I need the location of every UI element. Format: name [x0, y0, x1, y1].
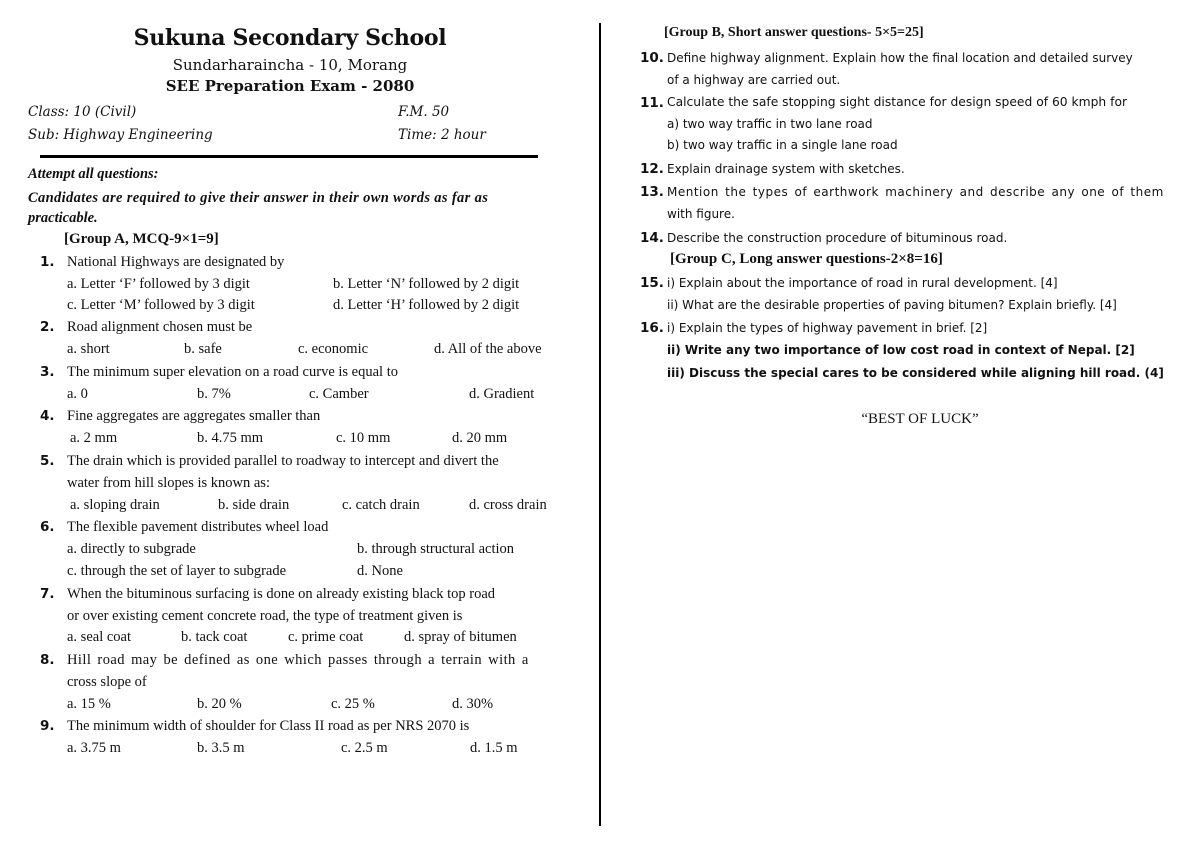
instruction-attempt: Attempt all questions:: [28, 166, 159, 182]
option-a: a. 0: [67, 386, 88, 402]
option-b: b. safe: [184, 341, 222, 357]
option-c: c. Letter ‘M’ followed by 3 digit: [67, 297, 255, 313]
option-d: d. cross drain: [469, 497, 547, 513]
option-d: d. None: [357, 563, 403, 579]
header-rule: [40, 155, 538, 158]
option-b: b. Letter ‘N’ followed by 2 digit: [333, 276, 520, 292]
group-a-title: [Group A, MCQ-9×1=9]: [64, 231, 219, 247]
option-b: b. side drain: [218, 497, 290, 513]
question-text: Hill road may be defined as one which passes through a terrain with a: [67, 652, 529, 668]
question-number: 2.: [40, 319, 55, 335]
option-a: a. Letter ‘F’ followed by 3 digit: [67, 276, 250, 292]
full-marks: F.M. 50: [398, 104, 450, 120]
question-text: The minimum width of shoulder for Class II road as per NRS 2070 is: [67, 718, 470, 734]
option-b: b. 7%: [197, 386, 231, 402]
option-c: c. catch drain: [342, 497, 420, 513]
question-number: 16.: [640, 320, 664, 336]
option-d: d. spray of bitumen: [404, 629, 517, 645]
option-b: b. 3.5 m: [197, 740, 245, 756]
time-label: Time: 2 hour: [398, 127, 486, 143]
question-number: 6.: [40, 519, 55, 535]
question-number: 7.: [40, 586, 55, 602]
question-text: The minimum super elevation on a road curve is equal to: [67, 364, 398, 380]
question-subpart-ii: ii) What are the desirable properties of paving bitumen? Explain briefly. [4]: [667, 298, 1117, 312]
question-text: The drain which is provided parallel to roadway to intercept and divert the: [67, 453, 499, 469]
option-d: d. All of the above: [434, 341, 542, 357]
option-d: d. 20 mm: [452, 430, 508, 446]
exam-title: SEE Preparation Exam - 2080: [165, 77, 415, 95]
question-text: Calculate the safe stopping sight distance for design speed of 60 kmph for: [667, 95, 1128, 109]
question-subpart-i: i) Explain about the importance of road in rural development. [4]: [667, 276, 1058, 290]
question-number: 9.: [40, 718, 55, 734]
closing-message: “BEST OF LUCK”: [861, 411, 979, 427]
option-d: d. Letter ‘H’ followed by 2 digit: [333, 297, 520, 313]
question-number: 1.: [40, 254, 55, 270]
option-a: a. sloping drain: [70, 497, 160, 513]
question-text: When the bituminous surfacing is done on already existing black top road: [67, 586, 496, 602]
question-number: 10.: [640, 50, 664, 66]
question-text: National Highways are designated by: [67, 254, 285, 270]
question-number: 11.: [640, 95, 664, 111]
question-text: Fine aggregates are aggregates smaller than: [67, 408, 321, 424]
question-text: Road alignment chosen must be: [67, 319, 253, 335]
option-c: c. 2.5 m: [341, 740, 388, 756]
question-text-cont: water from hill slopes is known as:: [67, 475, 270, 491]
question-number: 8.: [40, 652, 55, 668]
question-text: Explain drainage system with sketches.: [667, 162, 905, 176]
option-b: b. 4.75 mm: [197, 430, 264, 446]
question-text: Mention the types of earthwork machinery and describe any one of them: [667, 185, 1164, 199]
question-text: Define highway alignment. Explain how the final location and detailed survey: [667, 51, 1133, 65]
question-text: Describe the construction procedure of bituminous road.: [667, 231, 1008, 245]
instruction-candidates: Candidates are required to give their answer in their own words as far as: [28, 190, 489, 206]
question-subpart-i: i) Explain the types of highway pavement in brief. [2]: [667, 321, 988, 335]
option-d: d. Gradient: [469, 386, 535, 402]
option-c: c. Camber: [309, 386, 369, 402]
question-number: 14.: [640, 230, 664, 246]
option-a: a. short: [67, 341, 110, 357]
question-text-cont: with figure.: [667, 207, 735, 221]
subject-label: Sub: Highway Engineering: [28, 127, 213, 143]
question-number: 15.: [640, 275, 664, 291]
question-subpart-b: b) two way traffic in a single lane road: [667, 138, 898, 152]
column-divider: [599, 23, 601, 826]
question-text-cont: or over existing cement concrete road, the type of treatment given is: [67, 608, 463, 624]
option-a: a. directly to subgrade: [67, 541, 196, 557]
option-c: c. economic: [298, 341, 369, 357]
question-number: 13.: [640, 184, 664, 200]
group-b-title: [Group B, Short answer questions- 5×5=25]: [664, 25, 924, 40]
question-text-cont: of a highway are carried out.: [667, 73, 841, 87]
question-number: 12.: [640, 161, 664, 177]
question-subpart-a: a) two way traffic in two lane road: [667, 117, 873, 131]
option-b: b. tack coat: [181, 629, 248, 645]
option-d: d. 1.5 m: [470, 740, 518, 756]
option-b: b. through structural action: [357, 541, 515, 557]
option-a: a. 3.75 m: [67, 740, 121, 756]
group-c-title: [Group C, Long answer questions-2×8=16]: [670, 251, 943, 267]
question-number: 3.: [40, 364, 55, 380]
option-d: d. 30%: [452, 696, 494, 712]
question-subpart-iii: iii) Discuss the special cares to be considered while aligning hill road. (4]: [667, 366, 1164, 380]
option-c: c. 10 mm: [336, 430, 391, 446]
option-c: c. prime coat: [288, 629, 364, 645]
option-c: c. 25 %: [331, 696, 375, 712]
option-b: b. 20 %: [197, 696, 242, 712]
question-number: 4.: [40, 408, 55, 424]
school-address: Sundarharaincha - 10, Morang: [172, 56, 408, 74]
question-text-cont: cross slope of: [67, 674, 147, 690]
class-label: Class: 10 (Civil): [28, 104, 137, 120]
question-subpart-ii: ii) Write any two importance of low cost road in context of Nepal. [2]: [667, 343, 1135, 357]
option-c: c. through the set of layer to subgrade: [67, 563, 287, 579]
question-text: The flexible pavement distributes wheel load: [67, 519, 329, 535]
school-name: Sukuna Secondary School: [133, 25, 447, 51]
option-a: a. 2 mm: [70, 430, 118, 446]
instruction-candidates-cont: practicable.: [28, 210, 98, 226]
option-a: a. 15 %: [67, 696, 111, 712]
question-number: 5.: [40, 453, 55, 469]
option-a: a. seal coat: [67, 629, 132, 645]
